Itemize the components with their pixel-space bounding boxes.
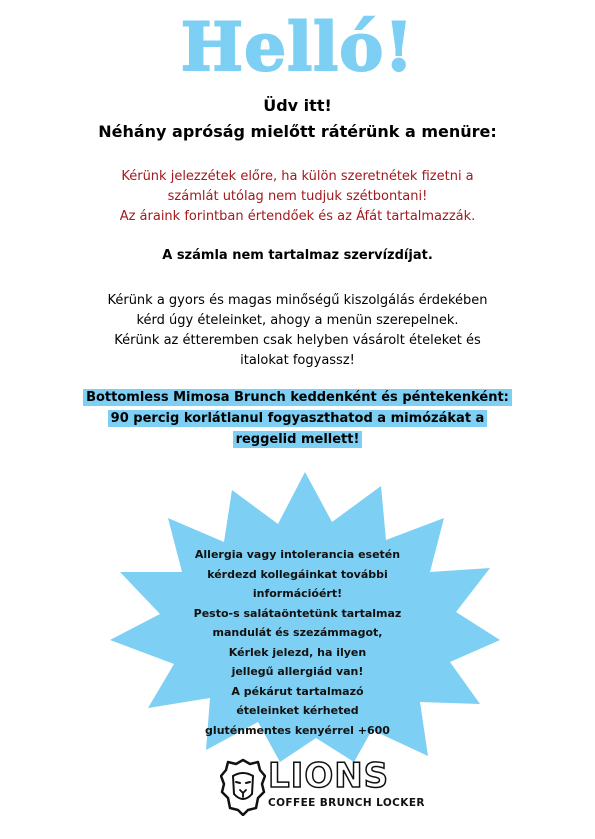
allergy-notice-line: jellegű allergiád van! bbox=[231, 665, 364, 678]
ordering-notice bbox=[40, 291, 555, 371]
logo-name: LIONS bbox=[268, 756, 390, 796]
ordering-notice-line: Kérünk a gyors és magas minőségű kiszolgálás érdekében bbox=[107, 293, 488, 308]
ordering-notice-line: italokat fogyassz! bbox=[240, 353, 355, 368]
brunch-highlight-line: reggelid mellett! bbox=[233, 431, 363, 448]
intro-heading: Néhány apróság mielőtt rátérünk a menüre: bbox=[98, 122, 497, 141]
payment-notice-line: számlát utólag nem tudjuk szétbontani! bbox=[167, 189, 428, 204]
allergy-notice-line: mandulát és szezámmagot, bbox=[212, 626, 383, 639]
allergy-notice-line: Allergia vagy intolerancia esetén bbox=[194, 548, 401, 561]
allergy-notice-line: Pesto-s salátaöntetünk tartalmaz bbox=[193, 606, 402, 620]
page-title: Helló! bbox=[180, 8, 415, 86]
payment-notice bbox=[40, 167, 555, 227]
lion-logo-icon bbox=[220, 758, 266, 816]
allergy-notice-line: gluténmentes kenyérrel +600 bbox=[205, 723, 390, 737]
brunch-highlight bbox=[0, 388, 595, 451]
allergy-notice-line: kérdezd kollegáinkat további bbox=[207, 567, 388, 581]
brunch-highlight-line: Bottomless Mimosa Brunch keddenként és péntekenként: bbox=[83, 389, 512, 406]
service-fee-notice: A számla nem tartalmaz szervízdíjat. bbox=[162, 248, 433, 263]
logo-tagline: COFFEE BRUNCH LOCKER bbox=[268, 797, 425, 809]
allergy-notice-line: A pékárut tartalmazó bbox=[231, 684, 364, 698]
ordering-notice-line: Kérünk az étteremben csak helyben vásárolt ételeket és bbox=[114, 333, 481, 348]
payment-notice-line: Az áraink forintban értendőek és az Áfát tartalmazzák. bbox=[119, 209, 476, 224]
payment-notice-line: Kérünk jelezzétek előre, ha külön szeretnétek fizetni a bbox=[121, 169, 474, 184]
allergy-notice-line: ételeinket kérheted bbox=[236, 704, 359, 717]
ordering-notice-line: kérd úgy ételeinket, ahogy a menün szerepelnek. bbox=[136, 313, 459, 328]
allergy-notice-line: Kérlek jelezd, ha ilyen bbox=[228, 645, 367, 659]
allergy-notice bbox=[160, 545, 435, 740]
allergy-notice-line: információért! bbox=[252, 587, 343, 600]
welcome-heading: Üdv itt! bbox=[263, 96, 332, 115]
brunch-highlight-line: 90 percig korlátlanul fogyaszthatod a mimózákat a bbox=[108, 410, 488, 427]
